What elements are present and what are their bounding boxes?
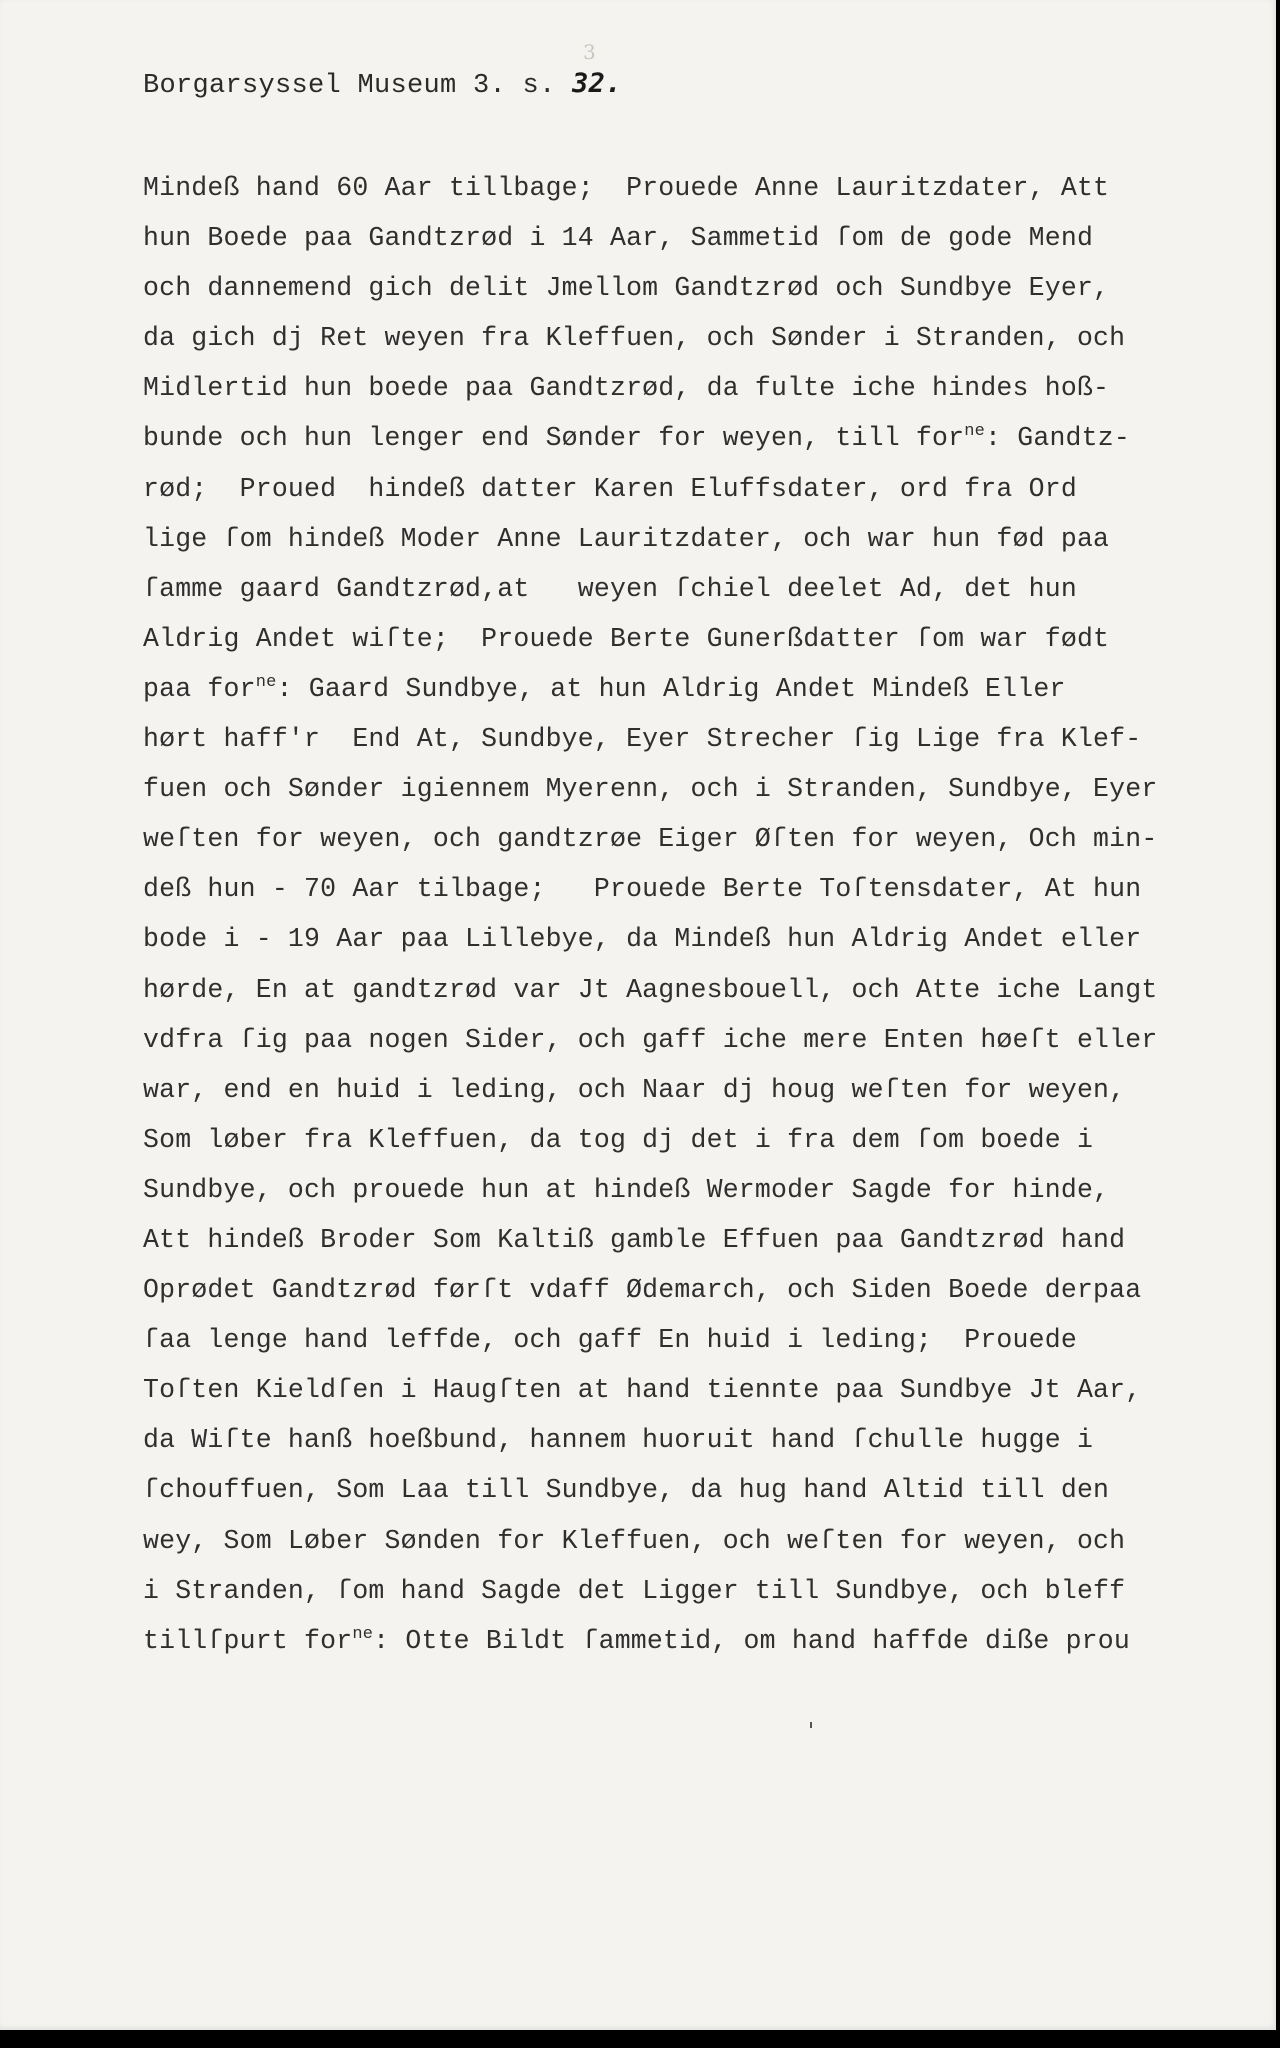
- line-text: rød; Proued hindeß datter Karen Eluffsdater, ord fra Ord: [143, 473, 1077, 504]
- line-text: Aldrig Andet wiſte; Prouede Berte Gunerßdatter ſom war født: [143, 623, 1110, 654]
- scan-speck: [810, 1722, 812, 1728]
- superscript-abbreviation: ne: [352, 1624, 374, 1644]
- text-line: [143, 764, 1243, 814]
- line-text: Toſten Kieldſen i Haugſten at hand tiennte paa Sundbye Jt Aar,: [143, 1375, 1142, 1406]
- text-line: [143, 1365, 1243, 1415]
- line-text: war, end en huid i leding, och Naar dj houg weſten for weyen,: [143, 1074, 1126, 1105]
- text-line: [143, 914, 1243, 964]
- line-text: bode i - 19 Aar paa Lillebye, da Mindeß hun Aldrig Andet eller: [143, 924, 1142, 955]
- text-line: [143, 1115, 1243, 1165]
- line-text: Oprødet Gandtzrød førſt vdaff Ødemarch, och Siden Boede derpaa: [143, 1275, 1142, 1306]
- line-text: bunde och hun lenger end Sønder for weyen, till for: [143, 423, 965, 454]
- text-line: [143, 564, 1243, 614]
- line-text: Att hindeß Broder Som Kaltiß gamble Effuen paa Gandtzrød hand: [143, 1224, 1126, 1255]
- line-text: deß hun - 70 Aar tilbage; Prouede Berte Toſtensdater, At hun: [143, 874, 1142, 905]
- transcription-body: [143, 163, 1243, 1666]
- line-text: ſchouffuen, Som Laa till Sundbye, da hug hand Altid till den: [143, 1475, 1110, 1506]
- text-line: [143, 1516, 1243, 1566]
- line-text: paa for: [143, 673, 256, 704]
- text-line: [143, 1015, 1243, 1065]
- text-line: [143, 1215, 1243, 1265]
- line-text: weſten for weyen, och gandtzrøe Eiger Øſten for weyen, Och min-: [143, 824, 1158, 855]
- superscript-abbreviation: ne: [964, 422, 986, 442]
- page-number: 32.: [572, 68, 622, 99]
- line-text: ſamme gaard Gandtzrød,at weyen ſchiel deelet Ad, det hun: [143, 573, 1077, 604]
- text-line: [143, 1165, 1243, 1215]
- text-line: [143, 1315, 1243, 1365]
- text-line: [143, 163, 1243, 213]
- line-text: vdfra ſig paa nogen Sider, och gaff iche mere Enten høeſt eller: [143, 1024, 1158, 1055]
- text-line: [143, 614, 1243, 664]
- text-line: [143, 213, 1243, 263]
- faint-page-mark: 3: [583, 40, 597, 64]
- line-text: wey, Som Løber Sønden for Kleffuen, och weſten for weyen, och: [143, 1525, 1126, 1556]
- line-text: i Stranden, ſom hand Sagde det Ligger till Sundbye, och bleff: [143, 1575, 1126, 1606]
- archive-reference-text: Borgarsyssel Museum 3. s.: [143, 71, 573, 101]
- line-text: tillſpurt for: [143, 1625, 353, 1656]
- text-line: [143, 714, 1243, 764]
- line-text: Mindeß hand 60 Aar tillbage; Prouede Anne Lauritzdater, Att: [143, 173, 1110, 203]
- text-line: [143, 413, 1243, 463]
- text-line: [143, 1616, 1243, 1666]
- text-line: [143, 263, 1243, 313]
- text-line: [143, 664, 1243, 714]
- text-line: [143, 814, 1243, 864]
- line-text: fuen och Sønder igiennem Myerenn, och i Stranden, Sundbye, Eyer: [143, 774, 1158, 805]
- line-text: : Gaard Sundbye, at hun Aldrig Andet Mindeß Eller: [276, 673, 1066, 704]
- line-text: da gich dj Ret weyen fra Kleffuen, och Sønder i Stranden, och: [143, 323, 1126, 354]
- line-text: Midlertid hun boede paa Gandtzrød, da fulte iche hindes hoß-: [143, 373, 1110, 404]
- text-line: [143, 1566, 1243, 1616]
- text-line: [143, 1415, 1243, 1465]
- text-line: [143, 313, 1243, 363]
- line-text: Som løber fra Kleffuen, da tog dj det i fra dem ſom boede i: [143, 1124, 1094, 1155]
- line-text: hørde, En at gandtzrød var Jt Aagnesbouell, och Atte iche Langt: [143, 974, 1158, 1005]
- line-text: ſaa lenge hand leffde, och gaff En huid i leding; Prouede: [143, 1325, 1077, 1356]
- text-line: [143, 864, 1243, 914]
- line-text: och dannemend gich delit Jmellom Gandtzrød och Sundbye Eyer,: [143, 273, 1110, 304]
- line-text: : Otte Bildt ſammetid, om hand haffde diße prou: [373, 1625, 1130, 1656]
- line-text: lige ſom hindeß Moder Anne Lauritzdater, och war hun fød paa: [143, 523, 1110, 554]
- text-line: [143, 464, 1243, 514]
- line-text: : Gandtz-: [985, 423, 1130, 454]
- line-text: hørt haff'r End At, Sundbye, Eyer Strecher ſig Lige fra Klef-: [143, 724, 1142, 755]
- text-line: [143, 1265, 1243, 1315]
- line-text: Sundbye, och prouede hun at hindeß Wermoder Sagde for hinde,: [143, 1174, 1110, 1205]
- text-line: [143, 1465, 1243, 1515]
- text-line: [143, 1065, 1243, 1115]
- line-text: da Wiſte hanß hoeßbund, hannem huoruit hand ſchulle hugge i: [143, 1425, 1094, 1456]
- archive-reference: [143, 40, 622, 101]
- superscript-abbreviation: ne: [255, 673, 277, 693]
- text-line: [143, 514, 1243, 564]
- line-text: hun Boede paa Gandtzrød i 14 Aar, Sammetid ſom de gode Mend: [143, 223, 1094, 254]
- text-line: [143, 965, 1243, 1015]
- text-line: [143, 363, 1243, 413]
